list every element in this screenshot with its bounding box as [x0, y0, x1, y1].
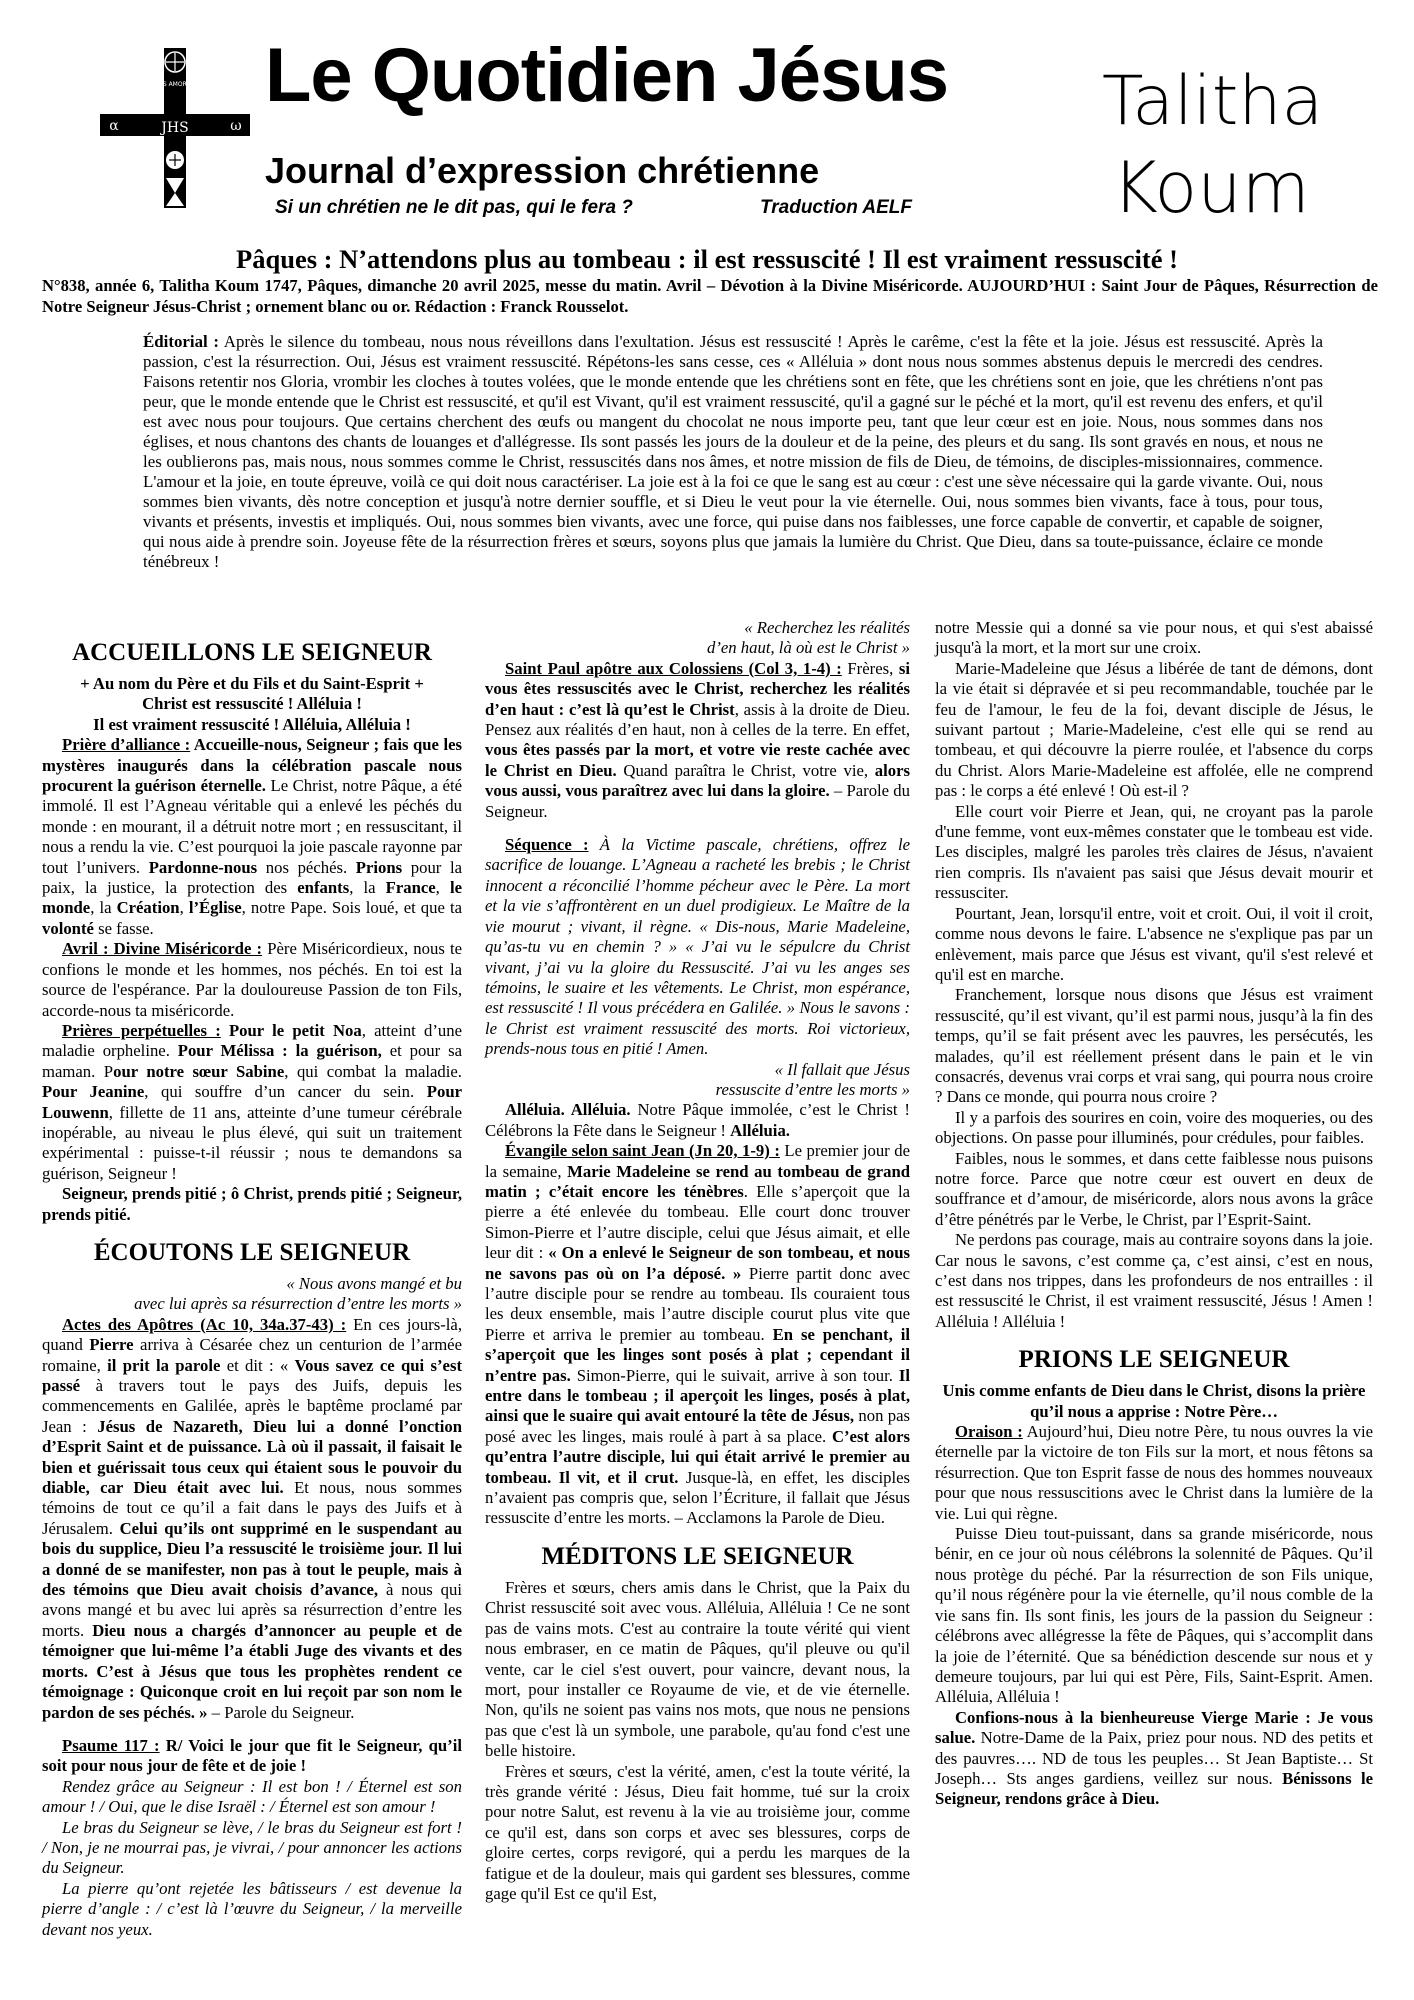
quote-evangile-1: « Il fallait que Jésus	[774, 1059, 910, 1079]
meditation-paragraph-8: Il y a parfois des sourires en coin, voire des moqueries, ou des objections. On passe pour illuminés, pour crédules, pour faibles.	[935, 1107, 1373, 1148]
newspaper-subtitle: Journal d’expression chrétienne	[265, 150, 820, 191]
meditation-paragraph-5: Elle court voir Pierre et Jean, qui, ne croyant pas la parole d'une femme, vont eux-mêmes constater que le tombeau est vide. Les disciples, malgré les paroles très claires de Jésus, n'avaient rien compris. Ils n'avaient pas saisi que Jésus devait mourir et ressusciter.	[935, 801, 1373, 903]
column-2	[485, 618, 910, 1904]
reading-evangile: Évangile selon saint Jean (Jn 20, 1-9) : Le premier jour de la semaine, Marie Madeleine se rend au tombeau de grand matin ; c’était encore les ténèbres. Elle s’aperçoit que la pierre a été enlevée du tombeau. Elle court donc trouver Simon-Pierre et l’autre disciple, celui que Jésus aimait, et elle leur dit : « On a enlevé le Seigneur de son tombeau, et nous ne savons pas où on l’a déposé. » Pierre partit donc avec l’autre disciple pour se rendre au tombeau. Ils couraient tous les deux ensemble, mais l’autre disciple courut plus vite que Pierre et arriva le premier au tombeau. En se penchant, il s’aperçoit que les linges sont posés à plat ; cependant il n’entre pas. Simon-Pierre, qui le suivait, arrive à son tour. Il entre dans le tombeau ; il aperçoit les linges, posés à plat, ainsi que le suaire qui avait entouré la tête de Jésus, non pas posé avec les linges, mais roulé à part à sa place. C’est alors qu’entra l’autre disciple, lui qui était arrivé le premier au tombeau. Il vit, et il crut. Jusque-là, en effet, les disciples n’avaient pas compris que, selon l’Écriture, il fallait que Jésus ressuscite d’entre les morts. – Acclamons la Parole de Dieu.	[485, 1141, 911, 1528]
newspaper-tagline: Si un chrétien ne le dit pas, qui le fera ?	[275, 197, 633, 218]
svg-text:JHS: JHS	[161, 120, 189, 136]
psaume-verse-2: Le bras du Seigneur se lève, / le bras du Seigneur est fort ! / Non, je ne mourrai pas, je vivrai, / pour annoncer les actions du Seigneur.	[42, 1817, 462, 1878]
section-heading-meditons: MÉDITONS LE SEIGNEUR	[541, 1542, 854, 1570]
svg-text:DEUS AMOR EST: DEUS AMOR EST	[150, 81, 200, 88]
column-3	[935, 618, 1373, 1810]
invocation-2: Christ est ressuscité ! Alléluia !	[142, 694, 362, 714]
sequence: Séquence : À la Victime pascale, chrétiens, offrez le sacrifice de louange. L’Agneau a racheté les brebis ; le Christ innocent a réconcilié l’homme pécheur avec le Père. La mort et la vie s’affrontèrent en un duel prodigieux. Le Maître de la vie mourut ; vivant, il règne. « Dis-nous, Marie Madeleine, qu’as-tu vu en chemin ? » « J’ai vu le sépulcre du Christ vivant, j’ai vu la gloire du Ressuscité. J’ai vu les anges ses témoins, le suaire et les vêtements. Le Christ, mon espérance, est ressuscité ! Il vous précédera en Galilée. » Nous le savons : le Christ est vraiment ressuscité des morts. Roi victorieux, prends-nous tous en pitié ! Amen.	[485, 835, 910, 1059]
quote-colossiens-1: « Recherchez les réalités	[744, 618, 910, 637]
svg-text:ω: ω	[230, 118, 242, 134]
prieres-perpetuelles: Prières perpétuelles : Pour le petit Noa, atteint d’une maladie orpheline. Pour Mélissa : la guérison, et pour sa maman. Pour notre sœur Sabine, qui combat la maladie. Pour Jeanine, qui souffre d’un cancer du sein. Pour Louwenn, fillette de 11 ans, atteinte d’une tumeur cérébrale inopérable, au niveau le plus élevé, qui suit un traitement expérimental : puisse-t-il réussir ; nous te demandons sa guérison, Seigneur !	[42, 1020, 463, 1183]
meditation-paragraph-2: Frères et sœurs, c'est la vérité, amen, c'est la toute vérité, la très grande vérité : Jésus, Dieu fait homme, tué sur la croix pour notre Salut, est revenu à la vie au troisième jour, comme ce qu'il est, dans son corps et avec ses blessures, corps de gloire certes, corps revigoré, qui a perdu les marques de la fatigue et de la douleur, mais qui gardent ses blessures, comme gage qu'il Est ce qu'il Est,	[485, 1761, 910, 1903]
section-heading-ecoutons: ÉCOUTONS LE SEIGNEUR	[93, 1238, 411, 1266]
newspaper-title: Le Quotidien Jésus	[265, 33, 949, 118]
svg-text:Koum: Koum	[1112, 147, 1310, 229]
quote-actes-2: avec lui après sa résurrection d’entre les morts »	[134, 1294, 462, 1314]
meditation-paragraph-1: Frères et sœurs, chers amis dans le Christ, que la Paix du Christ ressuscité soit avec vous. Alléluia, Alléluia ! Ce ne sont pas de vains mots. C'est au contraire la toute vérité qui vient nous embraser, en ce matin de Pâques, qu'il pleuve ou qu'il vente, car le ciel s'est ouvert, pour vaincre, devant nous, la mort, pour installer ce Royaume de vie, et de vie éternelle. Non, qu'ils ne soient pas vains nos mots, que nous ne pensions pas que c'est là un symbole, une parabole, qu'au fond c'est une belle histoire.	[485, 1577, 910, 1761]
talitha-koum-logo	[1092, 52, 1382, 232]
invocation-3: Il est vraiment ressuscité ! Alléluia, Alléluia !	[93, 714, 411, 734]
quote-actes-1: « Nous avons mangé et bu	[286, 1273, 462, 1293]
vierge-marie: Confions-nous à la bienheureuse Vierge Marie : Je vous salue. Notre-Dame de la Paix, priez pour nous. ND des petits et des pauvres…. ND de tous les peuples… St Jean Baptiste… St Joseph… Sts anges gardiens, veillez sur nous. Bénissons le Seigneur, rendons grâce à Dieu.	[935, 1707, 1373, 1809]
invocation-1: + Au nom du Père et du Fils et du Saint-Esprit +	[80, 674, 424, 693]
translation-credit: Traduction AELF	[760, 197, 912, 218]
meditation-paragraph-10: Ne perdons pas courage, mais au contraire soyons dans la joie. Car nous le savons, c’est comme ça, c’est ainsi, c’est en nous, c’est dans nos trippes, dans les profondeurs de nos entrailles : il est ressuscité le Christ, il est vraiment ressuscité, Jésus ! Amen ! Alléluia ! Alléluia !	[935, 1230, 1373, 1331]
benediction: Puisse Dieu tout-puissant, dans sa grande miséricorde, nous bénir, en ce jour où nous célébrons la solennité de Pâques. Qu’il nous protège du péché. Par la résurrection de son Fils unique, qu’il nous régénère pour la vie éternelle, qu’il nous comble de la vie sans fin. Ils sont finis, les jours de la passion du Seigneur : célébrons avec allégresse la fête de Pâques, qui s’accomplit dans la joie de l’éternité. Que sa bénédiction descende sur nous et y demeure toujours, par lui qui est Père, Fils, Saint-Esprit. Amen. Alléluia, Alléluia !	[935, 1524, 1373, 1707]
meditation-paragraph-7: Franchement, lorsque nous disons que Jésus est vraiment ressuscité, qu’il est vivant, qu’il est parmi nous, jusqu’à la fin des temps, qu’il se fait présent avec les pauvres, les persécutés, les malades, qu’il est réellement présent dans le pain et le vin consacrés, devenus vrai corps et vrai sang, qui pourra nous croire ? Dans ce monde, qui pourra nous croire ?	[935, 985, 1373, 1107]
meditation-paragraph-4: Marie-Madeleine que Jésus a libérée de tant de démons, dont la vie était si dépravée et si peu recommandable, touchée par le feu de l'amour, le feu de la foi, devant disciple de Jésus, le suivant partout ; Marie-Madeleine, c'est elle qui se rend au tombeau, et qui découvre la pierre roulée, et l'absence du corps du Christ. Alors Marie-Madeleine est affolée, elle ne comprend pas : le corps a été enlevé ! Où est-il ?	[935, 658, 1373, 801]
psaume-refrain: Psaume 117 : R/ Voici le jour que fit le Seigneur, qu’il soit pour nous jour de fête et de joie !	[42, 1735, 463, 1776]
meditation-paragraph-3: notre Messie qui a donné sa vie pour nous, et qui s'est abaissé jusqu'à la mort, et la mort sur une croix.	[935, 618, 1373, 658]
avril-misericorde: Avril : Divine Miséricorde : Père Miséricordieux, nous te confions le monde et les hommes, nos péchés. En toi est la source de l'espérance. Par la douloureuse Passion de ton Fils, accorde-nous ta miséricorde.	[42, 939, 463, 1020]
priere-alliance: Prière d’alliance : Accueille-nous, Seigneur ; fais que les mystères inaugurés dans la célébration pascale nous procurent la guérison éternelle. Le Christ, notre Pâque, a été immolé. Il est l’Agneau véritable qui a enlevé les péchés du monde : en mourant, il a détruit notre mort ; en ressuscitant, il nous a rendu la vie. C’est pourquoi la joie pascale rayonne par tout l’univers. Pardonne-nous nos péchés. Prions pour la paix, la justice, la protection des enfants, la France, le monde, la Création, l’Église, notre Pape. Sois loué, et que ta volonté se fasse.	[42, 735, 462, 938]
psaume-verse-3: La pierre qu’ont rejetée les bâtisseurs / est devenue la pierre d’angle : / c’est là l’œuvre du Seigneur, / la merveille devant nos yeux.	[42, 1878, 462, 1939]
issue-info: N°838, année 6, Talitha Koum 1747, Pâques, dimanche 20 avril 2025, messe du matin. Avril – Dévotion à la Divine Miséricorde. AUJOURD’HUI : Saint Jour de Pâques, Résurrection de Notre Seigneur Jésus-Christ ; ornement blanc ou or. Rédaction : Franck Rousselot.	[42, 276, 1378, 316]
quote-evangile-2: ressuscite d’entre les morts »	[715, 1079, 910, 1099]
psaume-verse-1: Rendez grâce au Seigneur : Il est bon ! / Éternel est son amour ! / Oui, que le dise Israël : / Éternel est son amour !	[42, 1776, 462, 1817]
seigneur-prends-pitie: Seigneur, prends pitié ; ô Christ, prends pitié ; Seigneur, prends pitié.	[42, 1184, 462, 1224]
page-headline: Pâques : N’attendons plus au tombeau : il est ressuscité ! Il est vraiment ressuscité !	[236, 244, 1178, 274]
alleluia: Alléluia. Alléluia. Notre Pâque immolée, c’est le Christ ! Célébrons la Fête dans le Seigneur ! Alléluia.	[485, 1100, 910, 1140]
meditation-paragraph-6: Pourtant, Jean, lorsqu'il entre, voit et croit. Oui, il voit il croit, comme nous devons le faire. L'absence ne s'explique pas par un enlèvement, mais parce que Jésus est vivant, qu'il s'est relevé et qu'il est en marche.	[935, 903, 1373, 984]
notre-pere-intro: Unis comme enfants de Dieu dans le Christ, disons la prière qu’il nous a apprise : Notre Père…	[942, 1381, 1366, 1421]
reading-actes: Actes des Apôtres (Ac 10, 34a.37-43) : En ces jours-là, quand Pierre arriva à Césarée chez un centurion de l’armée romaine, il prit la parole et dit : « Vous savez ce qui s’est passé à travers tout le pays des Juifs, depuis les commencements en Galilée, après le baptême proclamé par Jean : Jésus de Nazareth, Dieu lui a donné l’onction d’Esprit Saint et de puissance. Là où il passait, il faisait le bien et guérissait tous ceux qui étaient sous le pouvoir du diable, car Dieu était avec lui. Et nous, nous sommes témoins de tout ce qu’il a fait dans le pays des Juifs et à Jérusalem. Celui qu’ils ont supprimé en le suspendant au bois du supplice, Dieu l’a ressuscité le troisième jour. Il lui a donné de se manifester, non pas à tout le peuple, mais à des témoins que Dieu avait choisis d’avance, à nous qui avons mangé et bu avec lui après sa résurrection d’entre les morts. Dieu nous a chargés d’annoncer au peuple et de témoigner que lui-même l’a établi Juge des vivants et des morts. C’est à Jésus que tous les prophètes rendent ce témoignage : Quiconque croit en lui reçoit par son nom le pardon de ses péchés. » – Parole du Seigneur.	[42, 1314, 463, 1722]
masthead	[0, 0, 1414, 245]
section-heading-accueillons: ACCUEILLONS LE SEIGNEUR	[72, 639, 432, 666]
quote-colossiens-2: d’en haut, là où est le Christ »	[706, 638, 910, 658]
reading-colossiens: Saint Paul apôtre aux Colossiens (Col 3, 1-4) : Frères, si vous êtes ressuscités avec le Christ, recherchez les réalités d’en haut : c’est là qu’est le Christ, assis à la droite de Dieu. Pensez aux réalités d’en haut, non à celles de la terre. En effet, vous êtes passés par la mort, et votre vie reste cachée avec le Christ en Dieu. Quand paraîtra le Christ, votre vie, alors vous aussi, vous paraîtrez avec lui dans la gloire. – Parole du Seigneur.	[485, 658, 910, 821]
editorial-text: Après le silence du tombeau, nous nous réveillons dans l'exultation. Jésus est ressuscité ! Après le carême, c'est la fête et la joie. Jésus est ressuscité. Après la passion, c'est la résurrection. Oui, Jésus est vraiment ressuscité. Répétons-les sans cesse, ces « Alléluia » dont nous nous sommes abstenus depuis le mercredi des cendres. Faisons retentir nos Gloria, vrombir les cloches à toutes volées, que le monde entende que les chrétiens sont en fête, que les chrétiens sont en joie, que les chrétiens n'ont pas peur, que le monde entende que le Christ est ressuscité, et qu'il est Vivant, qu'il est vraiment ressuscité, qu'il a gagné sur le péché et la mort, qu'il est revenu des enfers, et qu'il est avec nous pour toujours. Que certains cherchent des œufs ou mangent du chocolat ne nous importe peu, tant que leur cœur est en joie. Nous, nous sommes dans nos églises, et nous chantons des chants de louanges et d'allégresse. Ils sont passés les jours de la douleur et de la peine, des pleurs et du sang. Ils sont gravés en nous, et nous ne les oublierons pas, mais nous, nous sommes comme le Christ, ressuscités dans nos âmes, et notre mission de fils de Dieu, de témoins, de disciples-missionnaires, commence. L'amour et la joie, en toute épreuve, voilà ce qui doit nous caractériser. La joie est à la foi ce que le sang est au cœur : c'est une sève nécessaire qui la garde vivante. Oui, nous sommes bien vivants, dès notre conception et jusqu'à notre dernier souffle, et si Dieu le veut pour la vie éternelle. Oui, nous sommes bien vivants, face à tous, pour tous, vivants et présents, investis et impliqués. Oui, nous sommes bien vivants, avec une force, qui puise dans nos faiblesses, une force capable de convertir, et capable de soigner, qui nous aide à prendre soin. Joyeuse fête de la résurrection frères et sœurs, soyons plus que jamais la lumière du Christ. Que Dieu, dans sa toute-puissance, éclaire ce monde ténébreux !	[143, 332, 1323, 571]
meditation-paragraph-9: Faibles, nous le sommes, et dans cette faiblesse nous puisons notre force. Parce que notre cœur est ouvert en deux de souffrance et d’amour, de miséricorde, alors nous avons la grâce d’être pénétrés par le Verbe, le Christ, par l’Esprit-Saint.	[935, 1148, 1373, 1229]
editorial	[143, 332, 1323, 572]
column-1	[42, 618, 462, 1940]
section-heading-prions: PRIONS LE SEIGNEUR	[1018, 1346, 1290, 1374]
cross-logo-icon	[100, 48, 250, 208]
svg-text:Talitha: Talitha	[1102, 62, 1324, 141]
oraison: Oraison : Aujourd’hui, Dieu notre Père, tu nous ouvres la vie éternelle par la victoire de ton Fils sur la mort, et nous fêtons sa résurrection. Que ton Esprit fasse de nous des hommes nouveaux pour que nous ressuscitions avec le Christ dans la lumière de la vie. Lui qui règne.	[935, 1422, 1373, 1523]
svg-text:α: α	[109, 118, 119, 134]
editorial-label: Éditorial :	[143, 332, 220, 351]
